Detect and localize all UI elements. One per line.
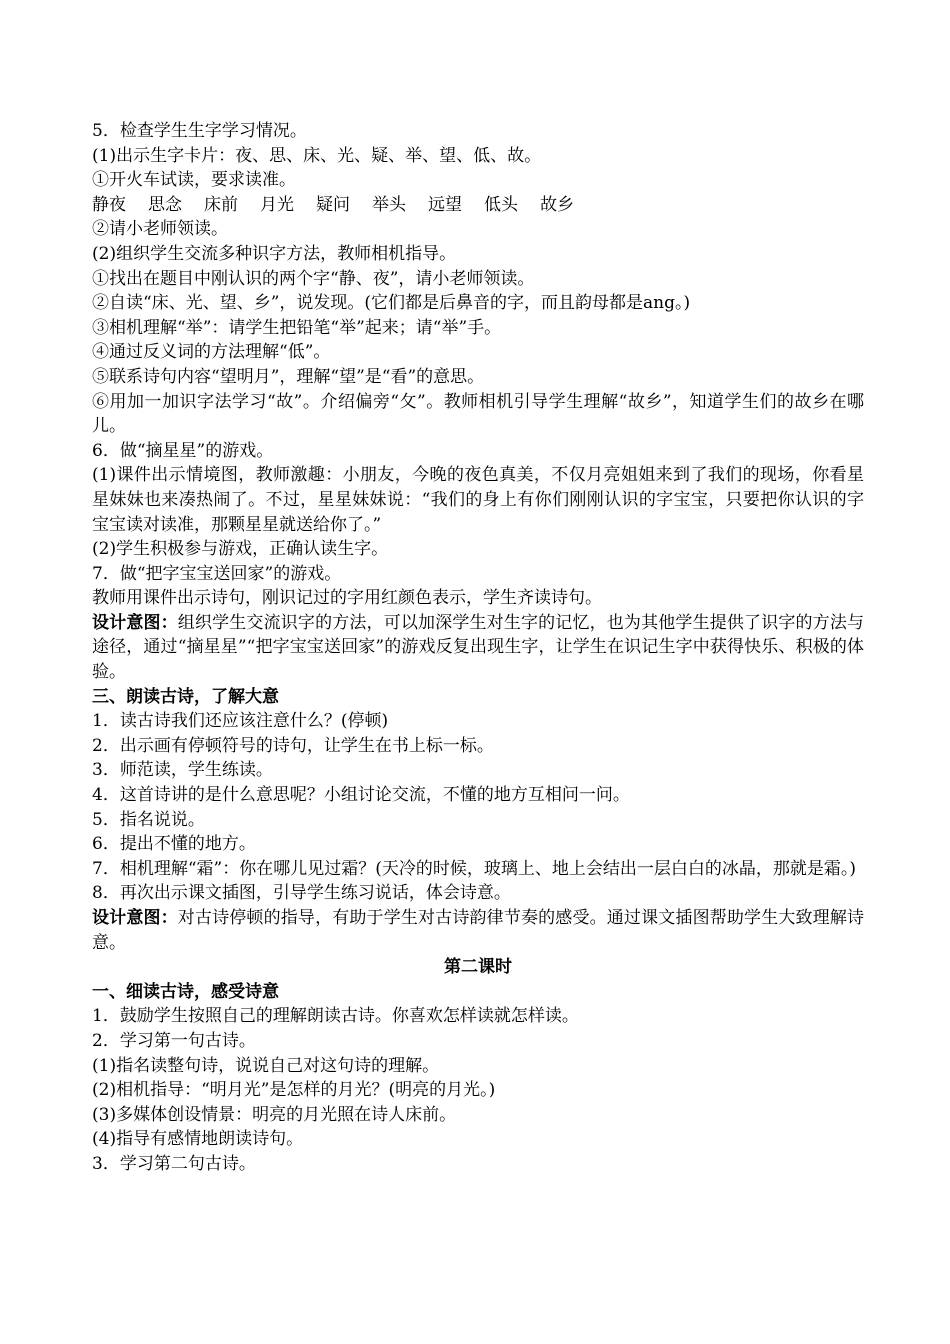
word-item: 举头 <box>372 194 406 215</box>
section-3-item-7: 7．相机理解“霜”：你在哪儿见过霜？(天冷的时候，玻璃上、地上会结出一层白白的冰晶，那就是霜。) <box>92 858 856 879</box>
section-3-item-8: 8．再次出示课文插图，引导学生练习说话，体会诗意。 <box>92 883 511 904</box>
step-6-2: (2)学生积极参与游戏，正确认读生字。 <box>92 539 389 560</box>
section-1-item-2-1: (1)指名读整句诗，说说自己对这句诗的理解。 <box>92 1055 440 1076</box>
section-1-item-2-4: (4)指导有感情地朗读诗句。 <box>92 1129 304 1150</box>
section-1-item-2: 2．学习第一句古诗。 <box>92 1030 256 1051</box>
design-intent-label: 设计意图： <box>92 908 178 928</box>
step-5-2-a: ①找出在题目中刚认识的两个字“静、夜”，请小老师领读。 <box>92 268 535 289</box>
section-3-item-6: 6．提出不懂的地方。 <box>92 834 256 855</box>
design-intent-1 <box>92 611 864 685</box>
word-item: 远望 <box>428 194 462 215</box>
step-5-2: (2)组织学生交流多种识字方法，教师相机指导。 <box>92 243 457 264</box>
word-item: 思念 <box>148 194 182 215</box>
step-7-body: 教师用课件出示诗句，刚识记过的字用红颜色表示，学生齐读诗句。 <box>92 588 602 609</box>
step-5-2-f: ⑥用加一加识字法学习“故”。介绍偏旁“攵”。教师相机引导学生理解“故乡”，知道学生们的故乡在哪儿。 <box>92 391 864 437</box>
section-1-item-2-3: (3)多媒体创设情景：明亮的月光照在诗人床前。 <box>92 1104 457 1125</box>
step-5-2-b: ②自读“床、光、望、乡”，说发现。(它们都是后鼻音的字，而且韵母都是ang。) <box>92 293 691 314</box>
word-item: 低头 <box>484 194 518 215</box>
step-5-heading: 5．检查学生生字学习情况。 <box>92 121 307 141</box>
step-5-2-e: ⑤联系诗句内容“望明月”，理解“望”是“看”的意思。 <box>92 366 485 387</box>
section-3-item-3: 3．师范读，学生练读。 <box>92 760 273 781</box>
section-1-item-3: 3．学习第二句古诗。 <box>92 1153 256 1174</box>
lesson-2-title: 第二课时 <box>444 957 512 978</box>
section-1-heading: 一、细读古诗，感受诗意 <box>92 981 279 1002</box>
step-6-1: (1)课件出示情境图，教师激趣：小朋友，今晚的夜色真美，不仅月亮姐姐来到了我们的现场，你看星星妹妹也来凑热闹了。不过，星星妹妹说：“我们的身上有你们刚刚认识的字宝宝，只要把你认识的字宝宝读对读准，那颗星星就送给你了。” <box>92 465 864 535</box>
design-intent-2 <box>92 906 864 955</box>
word-item: 床前 <box>204 194 238 215</box>
section-3-item-5: 5．指名说说。 <box>92 809 205 830</box>
step-5-1: (1)出示生字卡片：夜、思、床、光、疑、举、望、低、故。 <box>92 145 542 166</box>
word-item: 静夜 <box>92 194 126 215</box>
section-3-item-1: 1．读古诗我们还应该注意什么？(停顿) <box>92 711 389 732</box>
step-5-2-d: ④通过反义词的方法理解“低”。 <box>92 342 331 363</box>
step-7-heading: 7．做“把字宝宝送回家”的游戏。 <box>92 563 342 584</box>
design-intent-text: 组织学生交流识字的方法，可以加深学生对生字的记忆，也为其他学生提供了识字的方法与途径，通过“摘星星”“把字宝宝送回家”的游戏反复出现生字，让学生在识记生字中获得快乐、积极的体验。 <box>92 612 864 683</box>
design-intent-text: 对古诗停顿的指导，有助于学生对古诗韵律节奏的感受。通过课文插图帮助学生大致理解诗意。 <box>92 908 864 953</box>
section-1-item-2-2: (2)相机指导：“明月光”是怎样的月光？(明亮的月光。) <box>92 1080 496 1101</box>
step-5-1-a: ①开火车试读，要求读准。 <box>92 170 296 191</box>
section-3-item-2: 2．出示画有停顿符号的诗句，让学生在书上标一标。 <box>92 735 494 756</box>
step-5-2-c: ③相机理解“举”：请学生把铅笔“举”起来；请“举”手。 <box>92 317 502 338</box>
word-item: 月光 <box>260 194 294 215</box>
word-list <box>92 193 864 218</box>
document-page <box>92 119 864 1177</box>
section-1-item-1: 1．鼓励学生按照自己的理解朗读古诗。你喜欢怎样读就怎样读。 <box>92 1006 579 1027</box>
design-intent-label: 设计意图： <box>92 612 178 633</box>
step-5-1-b: ②请小老师领读。 <box>92 219 228 240</box>
section-3-item-4: 4．这首诗讲的是什么意思呢？小组讨论交流，不懂的地方互相问一问。 <box>92 785 630 806</box>
section-3-heading: 三、朗读古诗，了解大意 <box>92 686 279 707</box>
word-item: 疑问 <box>316 194 350 215</box>
word-item: 故乡 <box>540 194 574 215</box>
step-6-heading: 6．做“摘星星”的游戏。 <box>92 440 274 461</box>
